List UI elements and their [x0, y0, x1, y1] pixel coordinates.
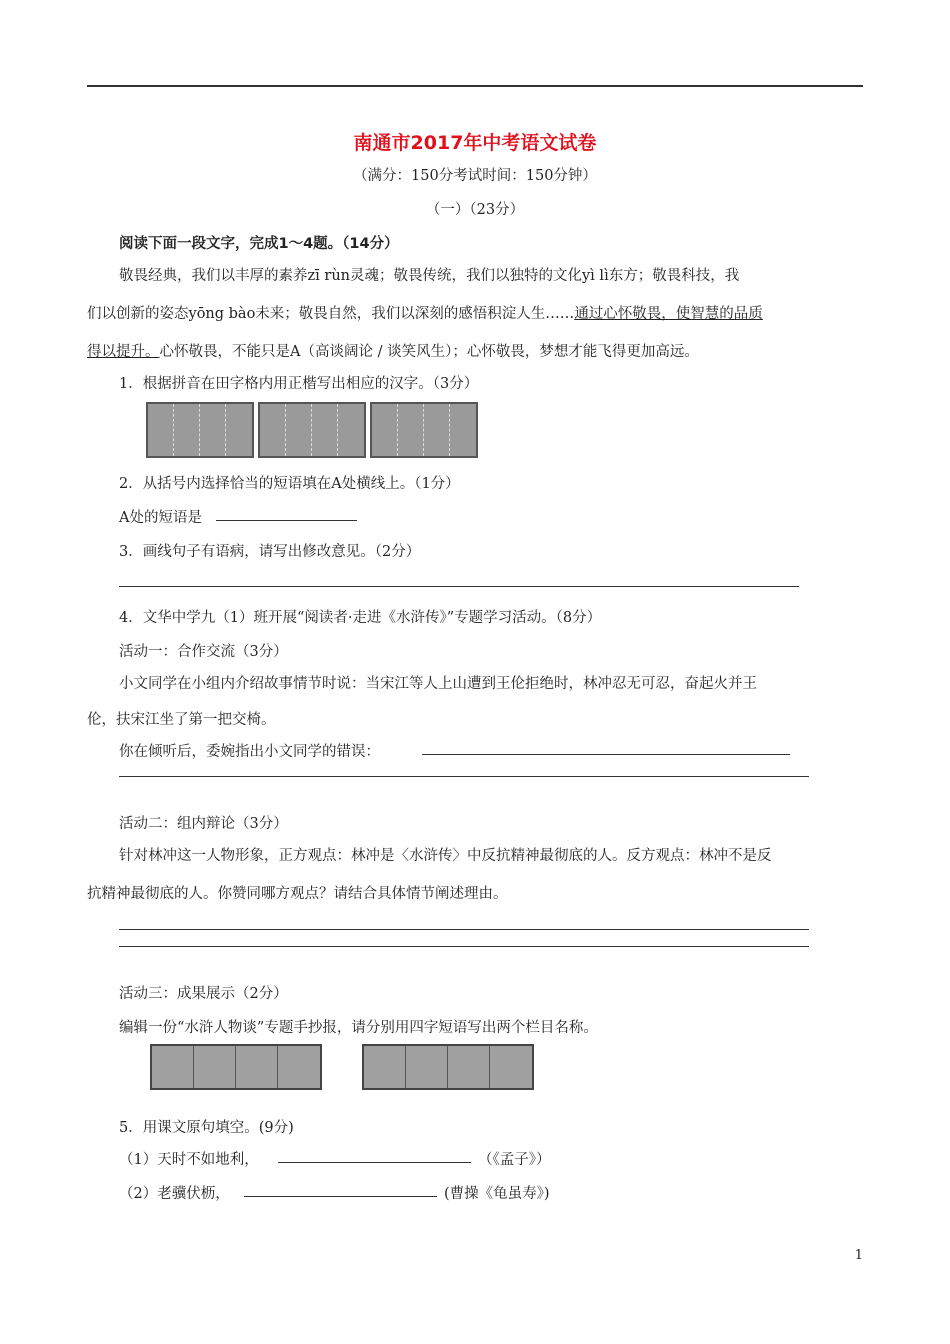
question-3: 3．画线句子有语病，请写出修改意见。（2分）: [119, 544, 421, 560]
header-rule: [87, 85, 863, 87]
activity-2-line-1: 针对林冲这一人物形象，正方观点：林冲是〈水浒传〉中反抗精神最彻底的人。反方观点：林冲不是反: [119, 848, 772, 864]
question-4: 4．文华中学九（1）班开展“阅读者·走进《水浒传》”专题学习活动。（8分）: [119, 610, 602, 626]
question-1: 1．根据拼音在田字格内用正楷写出相应的汉字。（3分）: [119, 376, 479, 392]
exam-subtitle: （满分：150分考试时间：150分钟）: [353, 168, 597, 184]
activity-1-answer-line-1[interactable]: [422, 754, 790, 755]
q2-answer-label: A处的短语是: [119, 510, 202, 526]
tianzige-box-2[interactable]: [258, 402, 366, 458]
activity-1-title: 活动一：合作交流（3分）: [119, 644, 288, 660]
passage-instruction: 阅读下面一段文字，完成1～4题。（14分）: [119, 236, 399, 252]
column-name-box-2[interactable]: [362, 1044, 534, 1090]
question-2: 2．从括号内选择恰当的短语填在A处横线上。（1分）: [119, 476, 460, 492]
activity-2-answer-line-1[interactable]: [119, 929, 809, 930]
q5-item-1-source: （《孟子》）: [478, 1152, 551, 1168]
activity-2-title: 活动二：组内辩论（3分）: [119, 816, 288, 832]
activity-1-line-1: 小文同学在小组内介绍故事情节时说：当宋江等人上山遭到王伦拒绝时，林冲忍无可忍，奋起火并王: [119, 676, 757, 692]
activity-3-line-1: 编辑一份“水浒人物谈”专题手抄报，请分别用四字短语写出两个栏目名称。: [119, 1020, 598, 1036]
activity-1-answer-line-2[interactable]: [119, 776, 809, 777]
q5-item-2-source: (曹操《龟虽寿》): [444, 1186, 550, 1202]
passage-text: 们以创新的姿态yōng bào未来；敬畏自然，我们以深刻的感悟积淀人生……: [87, 306, 575, 322]
tianzige-box-1[interactable]: [146, 402, 254, 458]
section-heading: （一）（23分）: [425, 202, 525, 218]
q5-item-2-text: （2）老骥伏枥，: [119, 1186, 230, 1202]
underlined-sentence-part1: 通过心怀敬畏，使智慧的品质: [574, 306, 763, 322]
underlined-sentence-part2: 得以提升。: [87, 344, 160, 360]
passage-text: 心怀敬畏，不能只是A（高谈阔论 / 谈笑风生）；心怀敬畏，梦想才能飞得更加高远。: [159, 344, 699, 360]
question-5: 5．用课文原句填空。(9分): [119, 1120, 294, 1136]
passage-line-2: [87, 302, 763, 323]
passage-line-1: 敬畏经典，我们以丰厚的素养zī rùn灵魂；敬畏传统，我们以独特的文化yì lì东方；敬畏科技，我: [119, 268, 740, 284]
activity-3-title: 活动三：成果展示（2分）: [119, 986, 288, 1002]
activity-1-line-2: 伦，扶宋江坐了第一把交椅。: [87, 712, 276, 728]
passage-line-3: [87, 340, 699, 361]
column-name-box-1[interactable]: [150, 1044, 322, 1090]
exam-title: 南通市2017年中考语文试卷: [353, 132, 597, 154]
page-number: 1: [854, 1248, 863, 1263]
q3-answer-line[interactable]: [119, 586, 799, 587]
q5-item-1-blank[interactable]: [278, 1162, 471, 1163]
tianzige-box-3[interactable]: [370, 402, 478, 458]
activity-2-line-2: 抗精神最彻底的人。你赞同哪方观点？请结合具体情节阐述理由。: [87, 886, 508, 902]
activity-2-answer-line-2[interactable]: [119, 946, 809, 947]
q5-item-1-text: （1）天时不如地利，: [119, 1152, 259, 1168]
q2-answer-line[interactable]: [216, 520, 357, 521]
q5-item-2-blank[interactable]: [244, 1196, 437, 1197]
activity-1-prompt: 你在倾听后，委婉指出小文同学的错误：: [119, 744, 380, 760]
